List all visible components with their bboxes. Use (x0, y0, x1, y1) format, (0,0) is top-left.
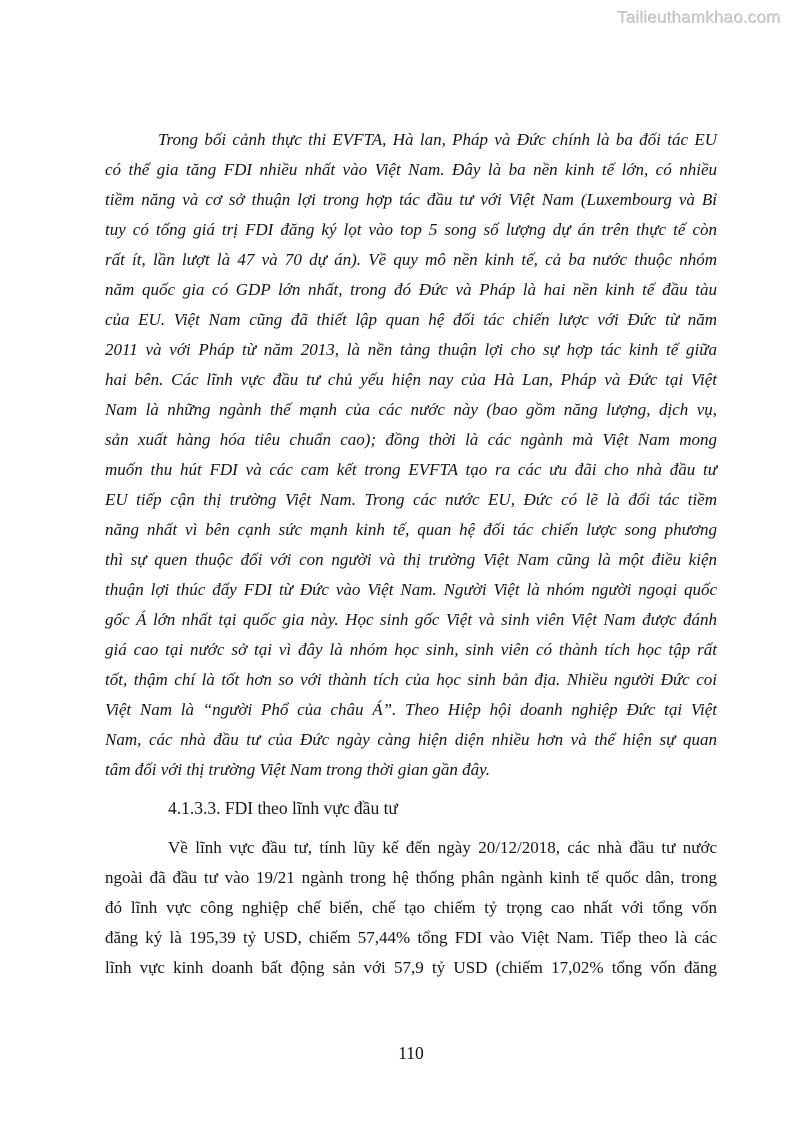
text-line: của EU. Việt Nam cũng đã thiết lập quan hệ đối tác chiến lược với Đức từ năm (105, 310, 717, 329)
text-line: 2011 và với Pháp từ năm 2013, là nền tảng thuận lợi cho sự hợp tác kinh tế giữa (105, 340, 717, 359)
text-line: Trong bối cảnh thực thi EVFTA, Hà lan, Pháp và Đức chính là ba đối tác EU (158, 130, 717, 149)
text-line: đó lĩnh vực công nghiệp chế biến, chế tạo chiếm tỷ trọng cao nhất với tổng vốn (105, 898, 717, 917)
text-line: tâm đối với thị trường Việt Nam trong thời gian gần đây. (105, 760, 490, 779)
text-line: gốc Á lớn nhất tại quốc gia này. Học sinh gốc Việt và sinh viên Việt Nam được đánh (105, 610, 717, 629)
text-line: Việt Nam là “người Phổ của châu Á”. Theo Hiệp hội doanh nghiệp Đức tại Việt (105, 700, 717, 719)
text-line: sản xuất hàng hóa tiêu chuẩn cao); đồng thời là các ngành mà Việt Nam mong (105, 430, 717, 449)
text-line: rất ít, lần lượt là 47 và 70 dự án). Về quy mô nền kinh tế, cả ba nước thuộc nhóm (105, 250, 717, 269)
text-line: Về lĩnh vực đầu tư, tính lũy kế đến ngày 20/12/2018, các nhà đầu tư nước (168, 838, 717, 857)
paragraph-evfta-eu-partners (105, 125, 717, 785)
text-line: năm quốc gia có GDP lớn nhất, trong đó Đức và Pháp là hai nền kinh tế đầu tàu (105, 280, 717, 299)
text-line: tốt, thậm chí là tốt hơn so với thành tích của học sinh bản địa. Nhiều người Đức coi (105, 670, 717, 689)
text-line: tiềm năng và cơ sở thuận lợi trong hợp tác đầu tư với Việt Nam (Luxembourg và Bỉ (105, 190, 717, 209)
text-line: EU tiếp cận thị trường Việt Nam. Trong các nước EU, Đức có lẽ là đối tác tiềm (105, 490, 717, 509)
text-line: có thể gia tăng FDI nhiều nhất vào Việt Nam. Đây là ba nền kinh tế lớn, có nhiều (105, 160, 717, 179)
page-content (105, 125, 717, 983)
text-line: lĩnh vực kinh doanh bất động sản với 57,9 tỷ USD (chiếm 17,02% tổng vốn đăng (105, 958, 717, 977)
text-line: tuy có tổng giá trị FDI đăng ký lọt vào top 5 song số lượng dự án trên thực tế còn (105, 220, 717, 239)
text-line: đăng ký là 195,39 tỷ USD, chiếm 57,44% tổng FDI vào Việt Nam. Tiếp theo là các (105, 928, 717, 947)
text-line: thì sự quen thuộc đối với con người và thị trường Việt Nam cũng là một điều kiện (105, 550, 717, 569)
text-line: Nam, các nhà đầu tư của Đức ngày càng hiện diện nhiều hơn và thể hiện sự quan (105, 730, 717, 749)
page-number: 110 (398, 1043, 424, 1063)
text-line: ngoài đã đầu tư vào 19/21 ngành trong hệ thống phân ngành kinh tế quốc dân, trong (105, 868, 717, 887)
text-line: thuận lợi thúc đẩy FDI từ Đức vào Việt Nam. Người Việt là nhóm người ngoại quốc (105, 580, 717, 599)
text-line: hai bên. Các lĩnh vực đầu tư chủ yếu hiện nay của Hà Lan, Pháp và Đức tại Việt (105, 370, 717, 389)
section-heading: 4.1.3.3. FDI theo lĩnh vực đầu tư (168, 798, 398, 818)
watermark: Tailieuthamkhao.com (617, 8, 781, 27)
text-line: muốn thu hút FDI và các cam kết trong EVFTA tạo ra các ưu đãi cho nhà đầu tư (105, 460, 717, 479)
text-line: năng nhất vì bên cạnh sức mạnh kinh tế, quan hệ đối tác chiến lược song phương (105, 520, 717, 539)
text-line: giá cao tại nước sở tại vì đây là nhóm học sinh, sinh viên có thành tích học tập rất (105, 640, 717, 659)
paragraph-fdi-by-sector (105, 833, 717, 983)
text-line: Nam là những ngành thế mạnh của các nước này (bao gồm năng lượng, dịch vụ, (105, 400, 717, 419)
